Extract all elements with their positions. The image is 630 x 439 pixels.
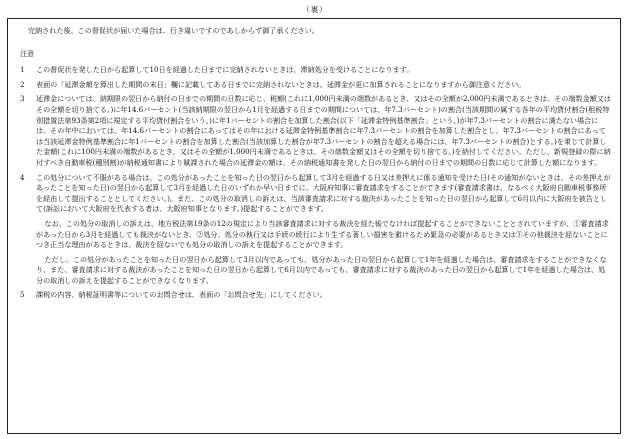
note-number: 3 — [20, 94, 25, 104]
note-item — [20, 94, 612, 168]
note-number: 5 — [20, 290, 25, 300]
note-paragraph: 課税の内容、納税証明書等についてのお問合せは、表面の「お問合せ先」にしてください。 — [36, 290, 327, 300]
note-paragraph: なお、この処分の取消しの訴えは、地方税法第19条の12の規定により当該審査請求に対する裁決を経た後でなければ提起することができないこととされていますが、①審査請求があった日から3月を経過しても裁決がないとき、②処分、処分の執行又は手続の続行により生ずる著しい損害を避けるため緊急の必要があるとき又は③その他裁決を経ないことにつき正当な理由があるときは、裁決を経ないでも処分の取消しの訴えを提起することができます。 — [36, 218, 609, 250]
note-paragraph: ただし、この処分があったことを知った日の翌日から起算して3月以内であっても、処分があった日の翌日から起算して1年を経過した場合は、審査請求をすることができなくなり、また、審査請求に対する裁決があったことを知った日の翌日から起算して6月以内であっても、審査請求に対する裁決のあった日の翌日から起算して1年を経過した場合は、処分の取消しの訴えを提起することができなくなります。 — [36, 254, 607, 285]
note-number: 2 — [20, 79, 25, 89]
note-paragraph: この処分について不服がある場合は、この処分があったことを知った日の翌日から起算して3月を経過する日又は差押えに係る通知を受けた日(その通知がないときは、その差押えがあったことを知った日)の翌日から起算して3月を経過した日のいずれか早い日までに、大阪府知事に審査請求をすることができます(審査請求書は、なるべく大阪府自動車税事務所を経由して提出することとしてください。)。また、この処分の取消しの訴えは、当該審査請求に対する裁決があったことを知った日の翌日から起算して6月以内に大阪府を被告として(訴訟において大阪府を代表する者は、大阪府知事となります。)提起することができます。 — [36, 172, 611, 214]
note-paragraph: 延滞金については、納期限の翌日から納付の日までの期間の日数に応じ、税額(これに1,000円未満の端数があるとき、又はその全額が2,000円未満であるときは、その端数金額又はその全額を切り捨てる。)に年14.6パーセント(当該納期限の翌日から1月を経過する日までの期間については、年7.3パーセント)の割合(当該期間の属する各年の平均貸付割合(租税特別措置法第93条第2項に規定する平均貸付割合をいう。)に年1パーセントの割合を加算した割合(以下「延滞金特例基準割合」という。)が年7.3パーセントの割合に満たない場合には、その年中においては、年14.6パーセントの割合にあってはその年における延滞金特例基準割合に年7.3パーセントの割合を加算した割合とし、年7.3パーセントの割合にあっては当該延滞金特例基準割合に年1パーセントの割合を加算した割合(当該加算した割合が年7.3パーセントの割合を超える場合には、年7.3パーセントの割合)とする。)を乗じて計算した金額(これに100円未満の端数があるとき、又はその全額が1,000円未満であるときは、その端数金額又はその全額を切り捨てる。)を納付してください。ただし、新規登録の際に納付すべき自動車税(種別割)が納税通知書により賦課された場合の延滞金の額は、その納税通知書を発した日の翌日から納付の日までの期間の日数に応じて計算した額になります。 — [36, 94, 611, 167]
note-paragraph: この督促状を発した日から起算して10日を経過した日までに完納されないときは、滞納処分を受けることになります。 — [36, 65, 414, 75]
page-side-label: （裏） — [302, 5, 328, 14]
notice-frame — [7, 18, 621, 434]
note-number: 4 — [20, 172, 25, 182]
notes-heading: 注意 — [20, 48, 35, 58]
intro-text: 完納された後、この督促状が届いた場合は、行き違いですのであしからず御了承ください。 — [28, 26, 319, 35]
note-number: 1 — [20, 65, 25, 75]
note-item — [20, 173, 612, 287]
note-item — [20, 65, 612, 76]
note-item — [20, 80, 612, 91]
note-paragraph: 表面の「延滞金額を算出した期間の末日」欄に記載してある日までに完納されないときは、延滞金が更に加算されることになりますから御注意ください。 — [36, 79, 526, 89]
note-item — [20, 290, 612, 301]
notes-list — [20, 65, 612, 301]
